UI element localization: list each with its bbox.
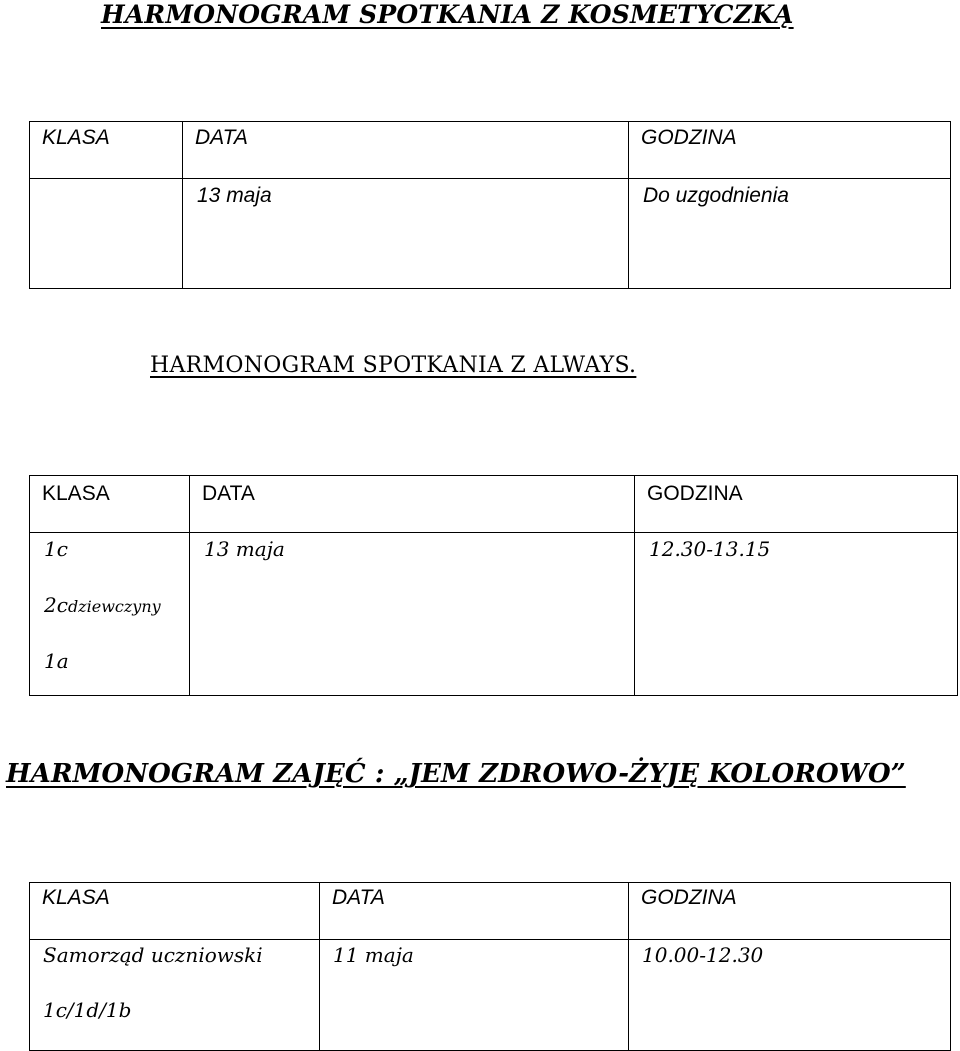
header-data: DATA xyxy=(332,886,385,909)
table-header-row xyxy=(30,122,951,179)
cell-klasa xyxy=(30,533,190,696)
header-cell-godzina xyxy=(635,476,958,533)
header-cell-data xyxy=(320,883,629,940)
header-klasa: KLASA xyxy=(42,482,110,505)
cell-godzina xyxy=(629,179,951,289)
table-row xyxy=(30,179,951,289)
table-header-row xyxy=(30,476,958,533)
klasa-line: 1c xyxy=(44,537,68,561)
heading-jem-zdrowo: HARMONOGRAM ZAJĘĆ : „JEM ZDROWO-ŻYJĘ KOLOROWO” xyxy=(6,759,906,789)
header-data: DATA xyxy=(195,126,248,149)
cell-data xyxy=(183,179,629,289)
godzina-value: Do uzgodnienia xyxy=(643,184,789,207)
header-cell-data xyxy=(190,476,635,533)
klasa-line xyxy=(30,589,189,615)
header-godzina: GODZINA xyxy=(647,482,743,505)
table-header-row xyxy=(30,883,951,940)
heading-always: HARMONOGRAM SPOTKANIA Z ALWAYS. xyxy=(150,353,637,378)
klasa-line: 1a xyxy=(44,649,69,673)
header-cell-godzina xyxy=(629,122,951,179)
header-cell-klasa xyxy=(30,122,183,179)
klasa-line-part: 2c xyxy=(44,593,68,617)
header-cell-godzina xyxy=(629,883,951,940)
header-klasa: KLASA xyxy=(42,886,110,909)
schedule-table-jem-zdrowo xyxy=(29,882,951,1051)
heading-kosmetyczka: HARMONOGRAM SPOTKANIA Z KOSMETYCZKĄ xyxy=(101,0,794,29)
cell-godzina xyxy=(629,940,951,1051)
klasa-line: 1c/1d/1b xyxy=(43,998,132,1022)
cell-data xyxy=(320,940,629,1051)
schedule-table-kosmetyczka xyxy=(29,121,951,289)
cell-klasa xyxy=(30,940,320,1051)
header-cell-klasa xyxy=(30,883,320,940)
header-godzina: GODZINA xyxy=(641,886,737,909)
schedule-table-always xyxy=(29,475,958,696)
cell-data xyxy=(190,533,635,696)
klasa-line-part: dziewczyny xyxy=(67,597,161,616)
table-row xyxy=(30,940,951,1051)
godzina-value: 10.00-12.30 xyxy=(642,943,764,967)
header-klasa: KLASA xyxy=(42,126,110,149)
godzina-value: 12.30-13.15 xyxy=(649,537,771,561)
klasa-line: Samorząd uczniowski xyxy=(43,943,263,967)
header-data: DATA xyxy=(202,482,255,505)
data-value: 11 maja xyxy=(333,943,414,967)
header-cell-data xyxy=(183,122,629,179)
cell-godzina xyxy=(635,533,958,696)
cell-klasa xyxy=(30,179,183,289)
header-godzina: GODZINA xyxy=(641,126,737,149)
data-value: 13 maja xyxy=(204,537,285,561)
header-cell-klasa xyxy=(30,476,190,533)
data-value: 13 maja xyxy=(197,184,272,207)
klasa-value xyxy=(30,179,182,185)
table-row xyxy=(30,533,958,696)
